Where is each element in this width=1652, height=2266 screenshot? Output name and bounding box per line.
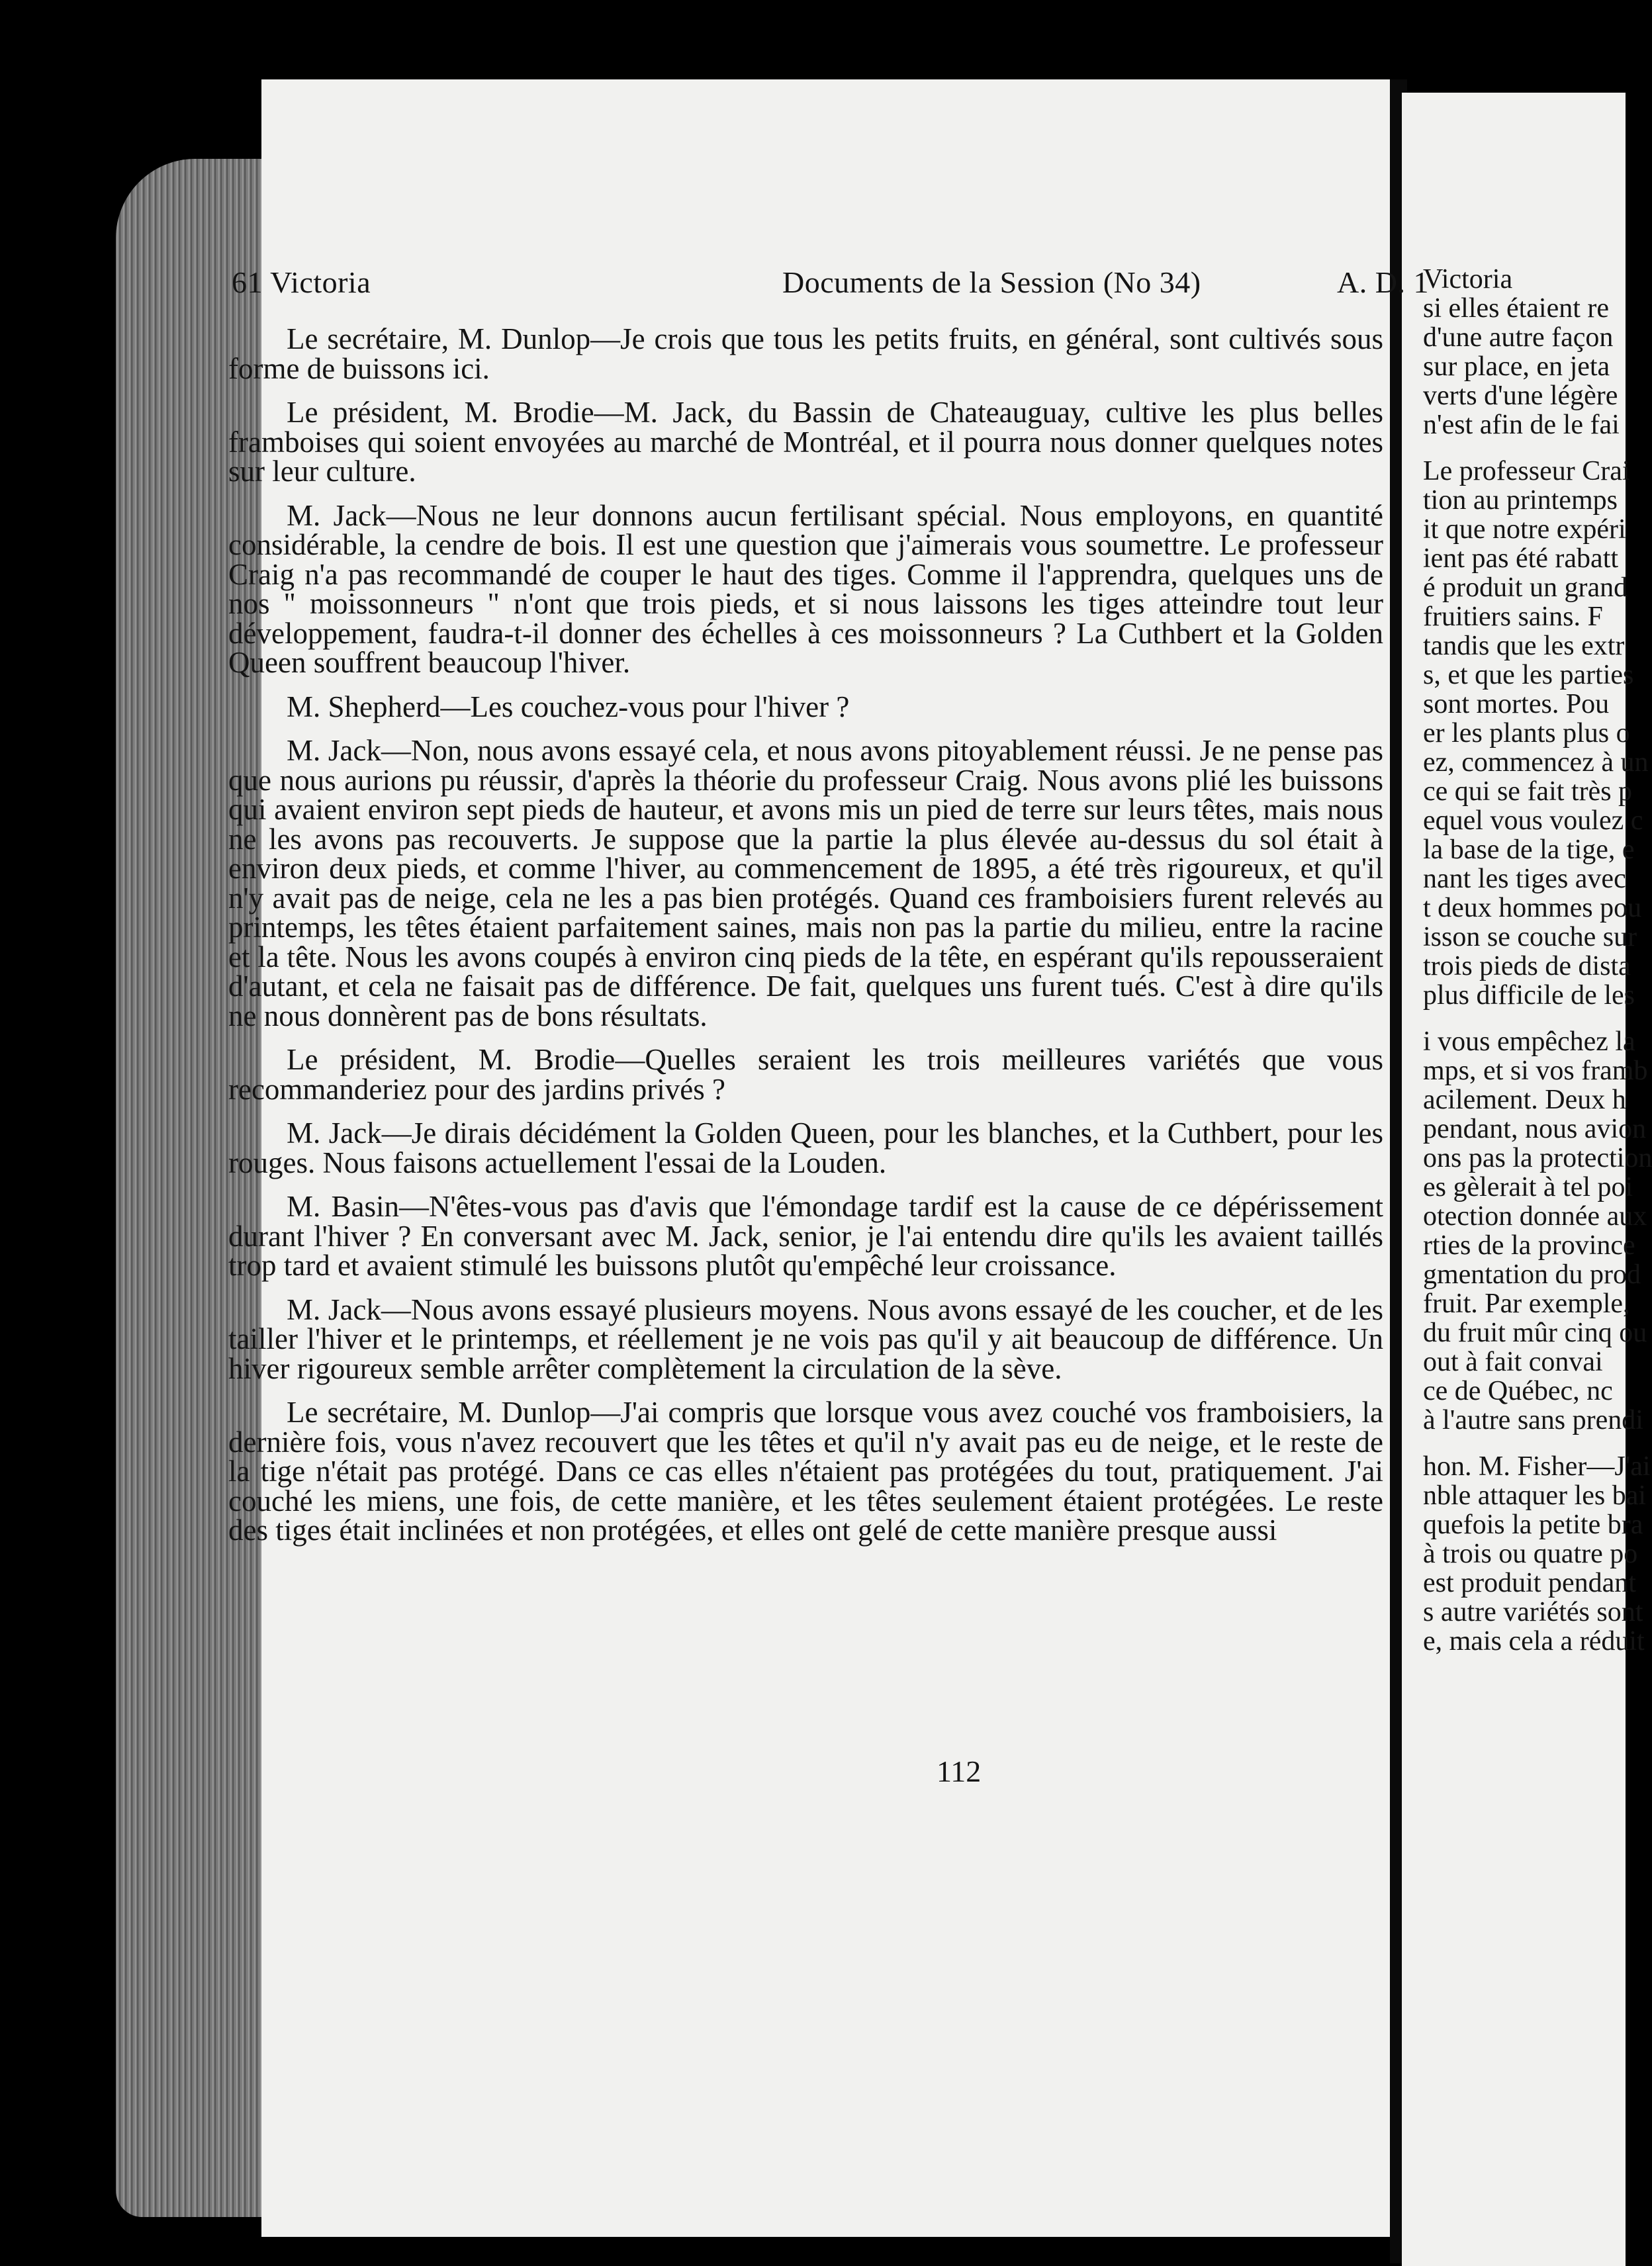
right-page-line: la base de la tige, e [1423,835,1635,865]
right-page-text [1423,264,1652,1656]
right-page-gap [1423,439,1628,457]
right-page-line: tandis que les extr [1423,631,1625,661]
right-page-line: rties de la province [1423,1230,1635,1261]
paragraph-brodie-2: Le président, M. Brodie—Quelles seraient les trois meilleures variétés que vous recommanderiez pour des jardins privés ? [228,1043,1383,1106]
paragraph-jack-4: M. Jack—Nous avons essayé plusieurs moyens. Nous avons essayé de les coucher, et de les tailler l'hiver et le printemps, et réellement je ne vois pas qu'il y ait beaucoup de différence. Un hiver rigoureux semble arrêter complètement la circulation de la sève. [228,1292,1383,1385]
right-page-line: plus difficile de les [1423,980,1635,1011]
running-head [232,265,1429,304]
paragraph-brodie-1: Le président, M. Brodie—M. Jack, du Bassin de Chateauguay, cultive les plus belles framboises qui soient envoyées au marché de Montréal, et il pourra nous donner quelques notes sur leur culture. [228,396,1383,488]
right-page-line: ez, commencez à un [1423,747,1649,778]
running-head-title: Documents de la Session (No 34) [782,265,1201,299]
right-page-line: i vous empêchez la [1423,1026,1635,1057]
right-page-line: n'est afin de le fai [1423,410,1620,440]
right-page-line: à trois ou quatre po [1423,1539,1638,1569]
running-head-year: A. D. 1 [1337,265,1429,299]
page-number: 112 [937,1754,982,1788]
right-page-line: Le professeur Crai [1423,456,1630,486]
right-page-line: sur place, en jeta [1423,351,1610,382]
right-page-line: s, et que les parties [1423,660,1634,690]
right-page-line: es gèlerait à tel poi [1423,1172,1633,1202]
right-page-line: si elles étaient re [1423,293,1610,324]
right-page-line: verts d'une légère [1423,381,1618,411]
right-page-line: gmentation du prod [1423,1259,1641,1290]
right-page-line: d'une autre façon [1423,322,1614,353]
right-page-line: quefois la petite bra [1423,1510,1643,1540]
right-page-line: trois pieds de dista [1423,951,1631,981]
running-head-volume: 61 Victoria [232,265,371,299]
page-body-text [228,324,1383,1560]
right-page-line: er les plants plus o [1423,718,1630,748]
paragraph-dunlop-1: Le secrétaire, M. Dunlop—Je crois que tous les petits fruits, en général, sont cultivés sous forme de buissons ici. [228,322,1383,385]
right-page-line: tion au printemps [1423,485,1618,516]
right-page-line: mps, et si vos framb [1423,1056,1648,1086]
right-page-line: fruit. Par exemple, [1423,1289,1630,1319]
right-page-line: Victoria [1423,264,1513,295]
right-page-line: fruitiers sains. F [1423,602,1603,632]
right-page-line: est produit pendant [1423,1568,1636,1598]
right-page-line: equel vous voulez c [1423,805,1643,836]
paragraph-jack-3: M. Jack—Je dirais décidément la Golden Queen, pour les blanches, et la Cuthbert, pour les rouges. Nous faisons actuellement l'essai de la Louden. [228,1116,1383,1179]
right-page-line: ce de Québec, nc [1423,1376,1613,1406]
right-page-line: out à fait convai [1423,1347,1603,1377]
right-page-line: hon. M. Fisher—J'ai [1423,1451,1651,1482]
paragraph-jack-1: M. Jack—Nous ne leur donnons aucun fertilisant spécial. Nous employons, en quantité considérable, la cendre de bois. Il est une question que j'aimerais vous soumettre. Le professeur Craig n'a pas recommandé de couper le haut des tiges. Comme il l'apprendra, quelques uns de nos " moissonneurs " n'ont que trois pieds, et si nous laissons les tiges atteindre tout leur développement, faudra-t-il donner des échelles à ces moissonneurs ? La Cuthbert et la Golden Queen souffrent beaucoup l'hiver. [228,498,1383,679]
paragraph-dunlop-2: Le secrétaire, M. Dunlop—J'ai compris que lorsque vous avez couché vos framboisiers, la dernière fois, vous n'avez recouvert que les têtes et qu'il n'y avait pas eu de neige, et le reste de la tige n'était pas protégé. Dans ce cas elles n'étaient pas protégées du tout, pratiquement. J'ai couché les miens, une fois, de cette manière, et les têtes seulement étaient protégées. Le reste des tiges était inclinées et non protégées, et elles ont gelé de cette manière presque aussi [228,1396,1383,1547]
right-page-line: s autre variétés sont [1423,1597,1643,1627]
paragraph-shepherd-1: M. Shepherd—Les couchez-vous pour l'hiver ? [287,690,850,723]
right-page-line: nble attaquer les bai [1423,1480,1647,1511]
right-page-line: ient pas été rabatt [1423,543,1619,574]
right-page-gap [1423,1435,1628,1452]
right-page-line: acilement. Deux h [1423,1085,1626,1115]
right-page-line: ce qui se fait très p [1423,776,1633,807]
right-page-line: é produit un grand [1423,572,1628,603]
right-page-line: pendant, nous avion [1423,1114,1647,1144]
right-page-line: e, mais cela a réduit [1423,1626,1645,1656]
paragraph-jack-2: M. Jack—Non, nous avons essayé cela, et nous avons pitoyablement réussi. Je ne pense pas que nous aurions pu réussir, d'après la théorie du professeur Craig. Nous avons plié les buissons qui avaient environ sept pieds de hauteur, et avons mis un pied de terre sur leurs têtes, mais nous ne les avons pas recouverts. Je suppose que la partie la plus élevée au-dessus du sol était à environ deux pieds, et comme l'hiver, au commencement de 1895, a été très rigoureux, et qu'il n'y avait pas de neige, cela ne les a pas bien protégés. Quand ces framboisiers furent relevés au printemps, les têtes étaient parfaitement saines, mais non pas la partie du milieu, entre la racine et la tête. Nous les avons coupés à environ cinq pieds de la tête, en espérant qu'ils repousseraient d'autant, et cela ne faisait pas de différence. De fait, quelques uns furent tués. C'est à dire qu'ils ne nous donnèrent pas de bons résultats. [228,734,1383,1032]
right-page-line: du fruit mûr cinq ou [1423,1318,1647,1348]
paragraph-basin-1: M. Basin—N'êtes-vous pas d'avis que l'émondage tardif est la cause de ce dépérissement durant l'hiver ? En conversant avec M. Jack, senior, je l'ai entendu dire qu'ils les avaient taillés trop tard et avaient stimulé les buissons plutôt qu'empêché leur croissance. [228,1190,1383,1282]
right-page-line: it que notre expéri [1423,514,1626,545]
right-page-line: isson se couche sur [1423,922,1637,952]
right-page-line: t deux hommes pou [1423,893,1642,923]
right-page-gap [1423,1010,1628,1027]
right-page-line: ons pas la protection [1423,1143,1652,1173]
right-page-line: nant les tiges avec [1423,864,1626,894]
right-page-line: sont mortes. Pou [1423,689,1610,719]
right-page-line: à l'autre sans prendi [1423,1405,1643,1435]
right-page-line: otection donnée aux [1423,1201,1647,1232]
